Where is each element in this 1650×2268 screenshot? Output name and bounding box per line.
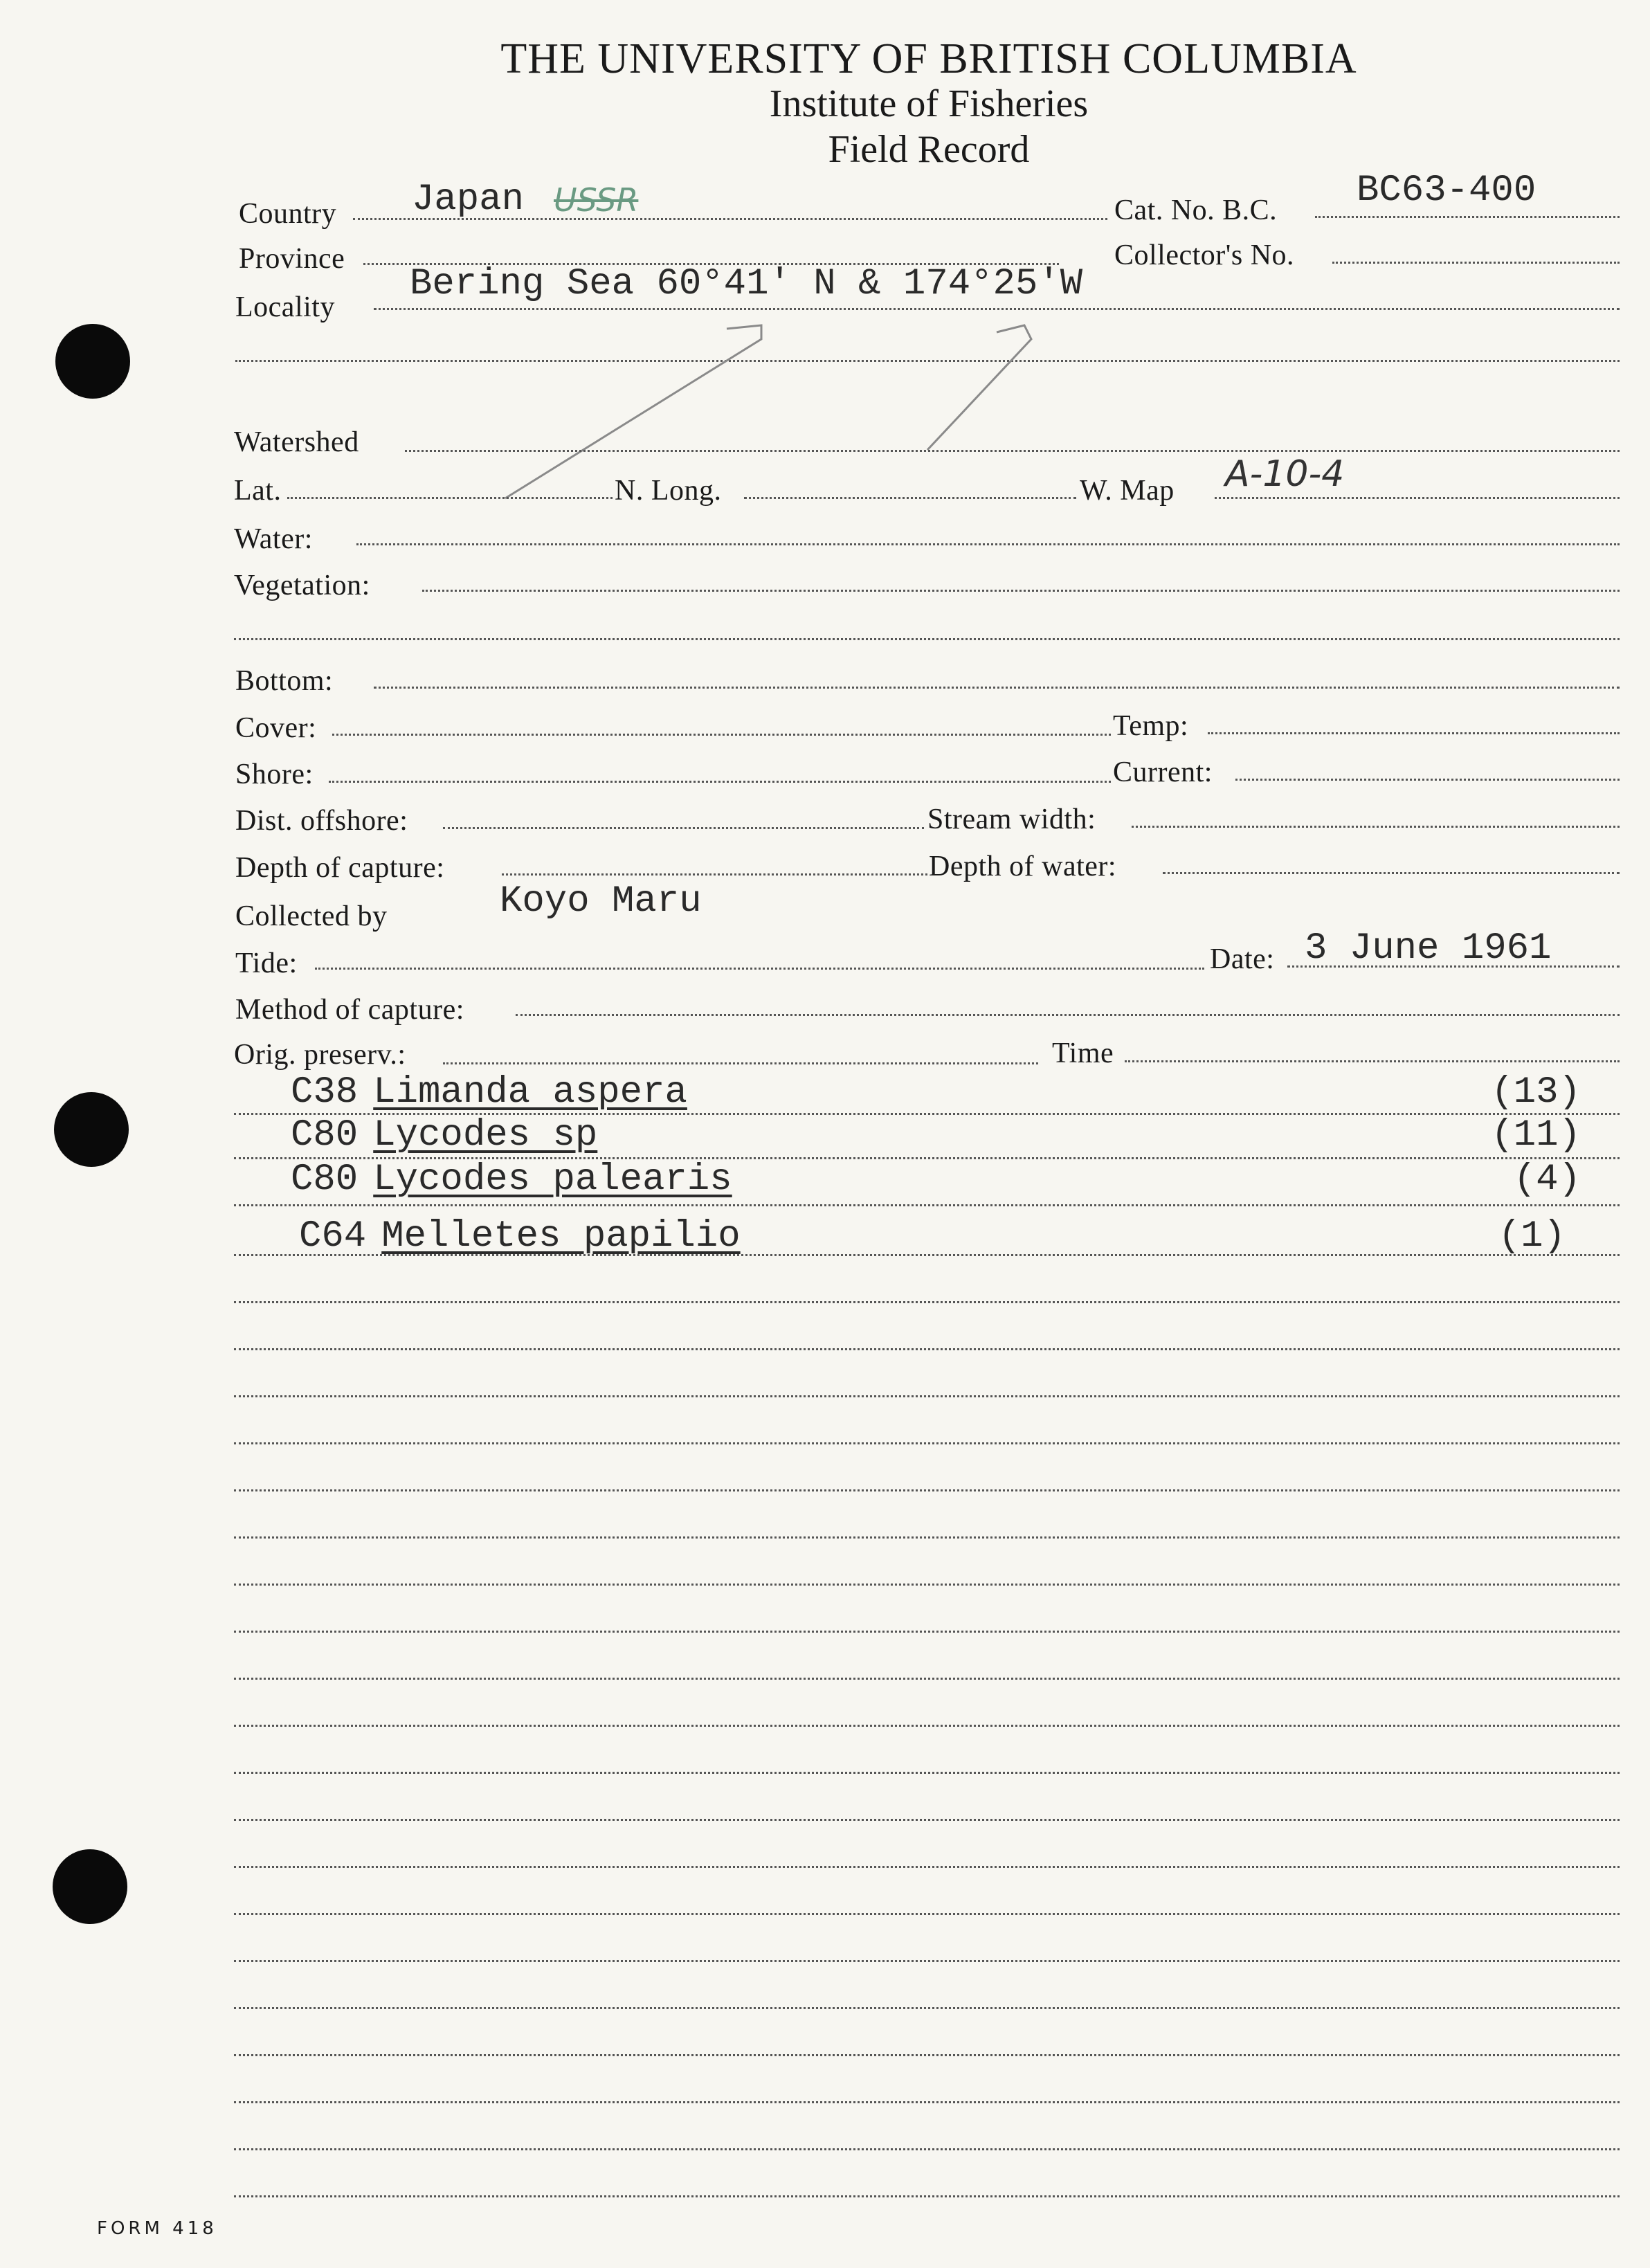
punch-hole-middle	[54, 1092, 129, 1167]
depth-capture-line	[502, 873, 927, 876]
dist-offshore-line	[443, 827, 924, 829]
blank-ruled-line	[234, 1442, 1620, 1444]
pencil-marks	[484, 318, 1094, 512]
blank-ruled-line	[234, 1866, 1620, 1868]
cover-label: Cover:	[235, 712, 317, 744]
blank-ruled-line	[234, 2007, 1620, 2009]
blank-ruled-line	[234, 2101, 1620, 2103]
blank-ruled-line	[234, 1631, 1620, 1633]
time-label: Time	[1052, 1037, 1114, 1069]
specimen-count: (11)	[1491, 1114, 1581, 1156]
depth-water-line	[1163, 872, 1620, 874]
blank-ruled-line	[234, 1678, 1620, 1680]
shore-label: Shore:	[235, 759, 314, 790]
specimen-count: (1)	[1498, 1215, 1566, 1258]
specimen-line	[234, 1254, 1620, 1256]
specimen-name: Lycodes sp	[373, 1114, 598, 1156]
blank-ruled-line	[234, 2054, 1620, 2056]
province-label: Province	[239, 243, 345, 275]
form-number: FORM 418	[97, 2218, 217, 2239]
cat-no-label: Cat. No. B.C.	[1114, 194, 1278, 226]
record-title: Field Record	[828, 128, 1030, 171]
specimen-code: C80	[291, 1114, 359, 1156]
lat-label: Lat.	[234, 475, 282, 507]
date-value: 3 June 1961	[1305, 927, 1552, 970]
orig-preserv-line	[443, 1062, 1038, 1064]
vegetation-line	[422, 590, 1620, 592]
method-capture-line	[516, 1014, 1620, 1016]
specimen-name: Melletes papilio	[381, 1215, 741, 1258]
blank-ruled-line	[234, 1348, 1620, 1350]
w-map-label: W. Map	[1080, 475, 1175, 507]
stream-width-label: Stream width:	[927, 804, 1096, 835]
specimen-row	[291, 1071, 687, 1114]
depth-capture-label: Depth of capture:	[235, 852, 445, 884]
bottom-line	[374, 687, 1620, 689]
tide-label: Tide:	[235, 947, 298, 979]
time-line	[1125, 1060, 1620, 1062]
cat-no-line	[1315, 216, 1620, 218]
current-line	[1235, 779, 1620, 781]
vegetation-label: Vegetation:	[234, 570, 370, 601]
collectors-no-line	[1332, 262, 1620, 264]
locality-label: Locality	[235, 291, 335, 323]
orig-preserv-label: Orig. preserv.:	[234, 1039, 406, 1071]
cat-no-value: BC63-400	[1357, 170, 1536, 212]
dist-offshore-label: Dist. offshore:	[235, 805, 408, 837]
blank-ruled-line	[234, 1301, 1620, 1303]
blank-ruled-line	[234, 1960, 1620, 1962]
temp-label: Temp:	[1113, 710, 1189, 742]
blank-ruled-line	[234, 2148, 1620, 2150]
specimen-row	[291, 1159, 732, 1201]
specimen-name: Lycodes palearis	[373, 1159, 732, 1201]
blank-ruled-line	[234, 1913, 1620, 1915]
punch-hole-bottom	[53, 1849, 127, 1924]
n-long-label: N. Long.	[615, 475, 722, 507]
watershed-line	[405, 450, 1620, 452]
university-title: THE UNIVERSITY OF BRITISH COLUMBIA	[500, 35, 1357, 82]
specimen-row	[299, 1215, 741, 1258]
collectors-no-label: Collector's No.	[1114, 239, 1295, 271]
method-capture-label: Method of capture:	[235, 994, 464, 1026]
specimen-line	[234, 1204, 1620, 1206]
stream-width-line	[1132, 826, 1620, 828]
date-label: Date:	[1210, 943, 1275, 975]
water-label: Water:	[234, 523, 313, 555]
blank-ruled-line	[234, 1536, 1620, 1539]
shore-line	[329, 781, 1111, 783]
specimen-row	[291, 1114, 597, 1156]
specimen-name: Limanda aspera	[373, 1071, 687, 1114]
blank-ruled-line	[234, 2195, 1620, 2197]
blank-ruled-line	[234, 1489, 1620, 1491]
current-label: Current:	[1113, 756, 1213, 788]
specimen-code: C64	[299, 1215, 367, 1258]
specimen-code: C80	[291, 1159, 359, 1201]
cover-line	[332, 734, 1111, 736]
country-value: Japan	[412, 179, 525, 221]
tide-line	[315, 968, 1204, 970]
long-line	[744, 497, 1076, 499]
specimen-count: (4)	[1513, 1159, 1581, 1201]
temp-line	[1208, 732, 1620, 734]
map-value: A-10-4	[1225, 453, 1345, 495]
vegetation-line-2	[234, 638, 1620, 640]
bottom-label: Bottom:	[235, 665, 334, 697]
blank-ruled-line	[234, 1772, 1620, 1774]
collected-by-value: Koyo Maru	[500, 880, 702, 923]
blank-ruled-line	[234, 1725, 1620, 1727]
watershed-label: Watershed	[234, 426, 359, 458]
depth-water-label: Depth of water:	[929, 851, 1117, 882]
institute-title: Institute of Fisheries	[769, 82, 1089, 125]
blank-ruled-line	[234, 1819, 1620, 1821]
blank-ruled-line	[234, 1584, 1620, 1586]
lat-line	[287, 497, 613, 499]
country-struck-value: USSR	[554, 181, 639, 219]
country-label: Country	[239, 198, 337, 230]
punch-hole-top	[55, 324, 130, 399]
collected-by-label: Collected by	[235, 900, 388, 932]
locality-line	[374, 308, 1620, 310]
specimen-count: (13)	[1491, 1071, 1581, 1114]
locality-value: Bering Sea 60°41' N & 174°25'W	[410, 263, 1083, 305]
water-line	[356, 543, 1620, 545]
specimen-code: C38	[291, 1071, 359, 1114]
map-line	[1215, 497, 1620, 499]
blank-ruled-line	[234, 1395, 1620, 1397]
